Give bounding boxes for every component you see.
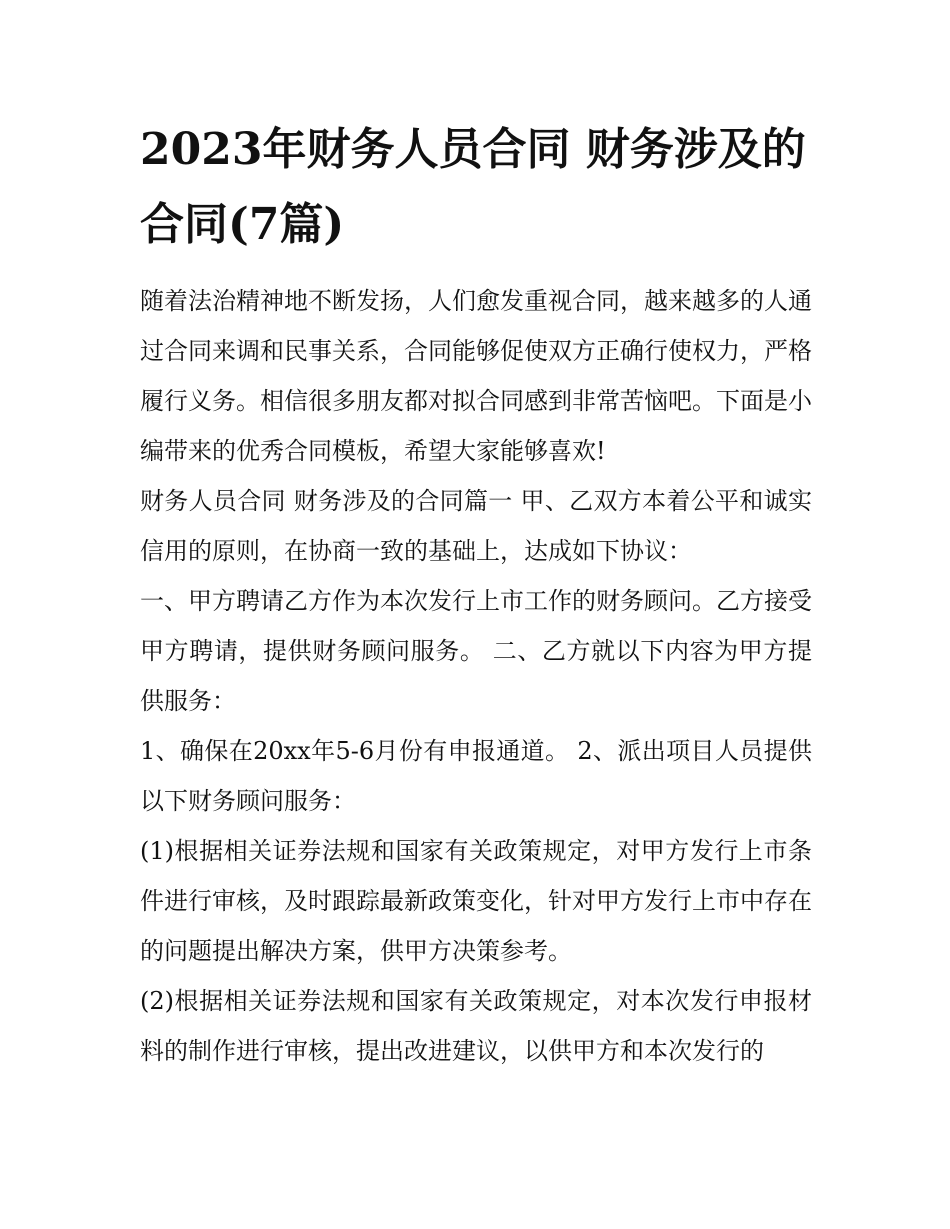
paragraph-preamble: 财务人员合同 财务涉及的合同篇一 甲、乙双方本着公平和诚实信用的原则，在协商一致的基础上，达成如下协议： [140,487,812,565]
document-body [140,276,812,1076]
paragraph-service-item-1: (1)根据相关证券法规和国家有关政策规定，对甲方发行上市条件进行审核，及时跟踪最新政策变化，针对甲方发行上市中存在的问题提出解决方案，供甲方决策参考。 [140,837,812,965]
paragraph-clause-1-2: 一、甲方聘请乙方作为本次发行上市工作的财务顾问。乙方接受甲方聘请，提供财务顾问服务。 二、乙方就以下内容为甲方提供服务： [140,587,812,715]
document-title: 2023年财务人员合同 财务涉及的合同(7篇) [140,124,806,250]
paragraph-service-1-2: 1、确保在20xx年5-6月份有申报通道。 2、派出项目人员提供以下财务顾问服务： [140,737,812,815]
paragraph-intro: 随着法治精神地不断发扬，人们愈发重视合同，越来越多的人通过合同来调和民事关系，合同能够促使双方正确行使权力，严格履行义务。相信很多朋友都对拟合同感到非常苦恼吧。下面是小编带来的优秀合同模板，希望大家能够喜欢! [140,287,812,465]
document-page [140,112,812,1076]
paragraph-service-item-2: (2)根据相关证券法规和国家有关政策规定，对本次发行申报材料的制作进行审核，提出改进建议，以供甲方和本次发行的 [140,987,812,1065]
